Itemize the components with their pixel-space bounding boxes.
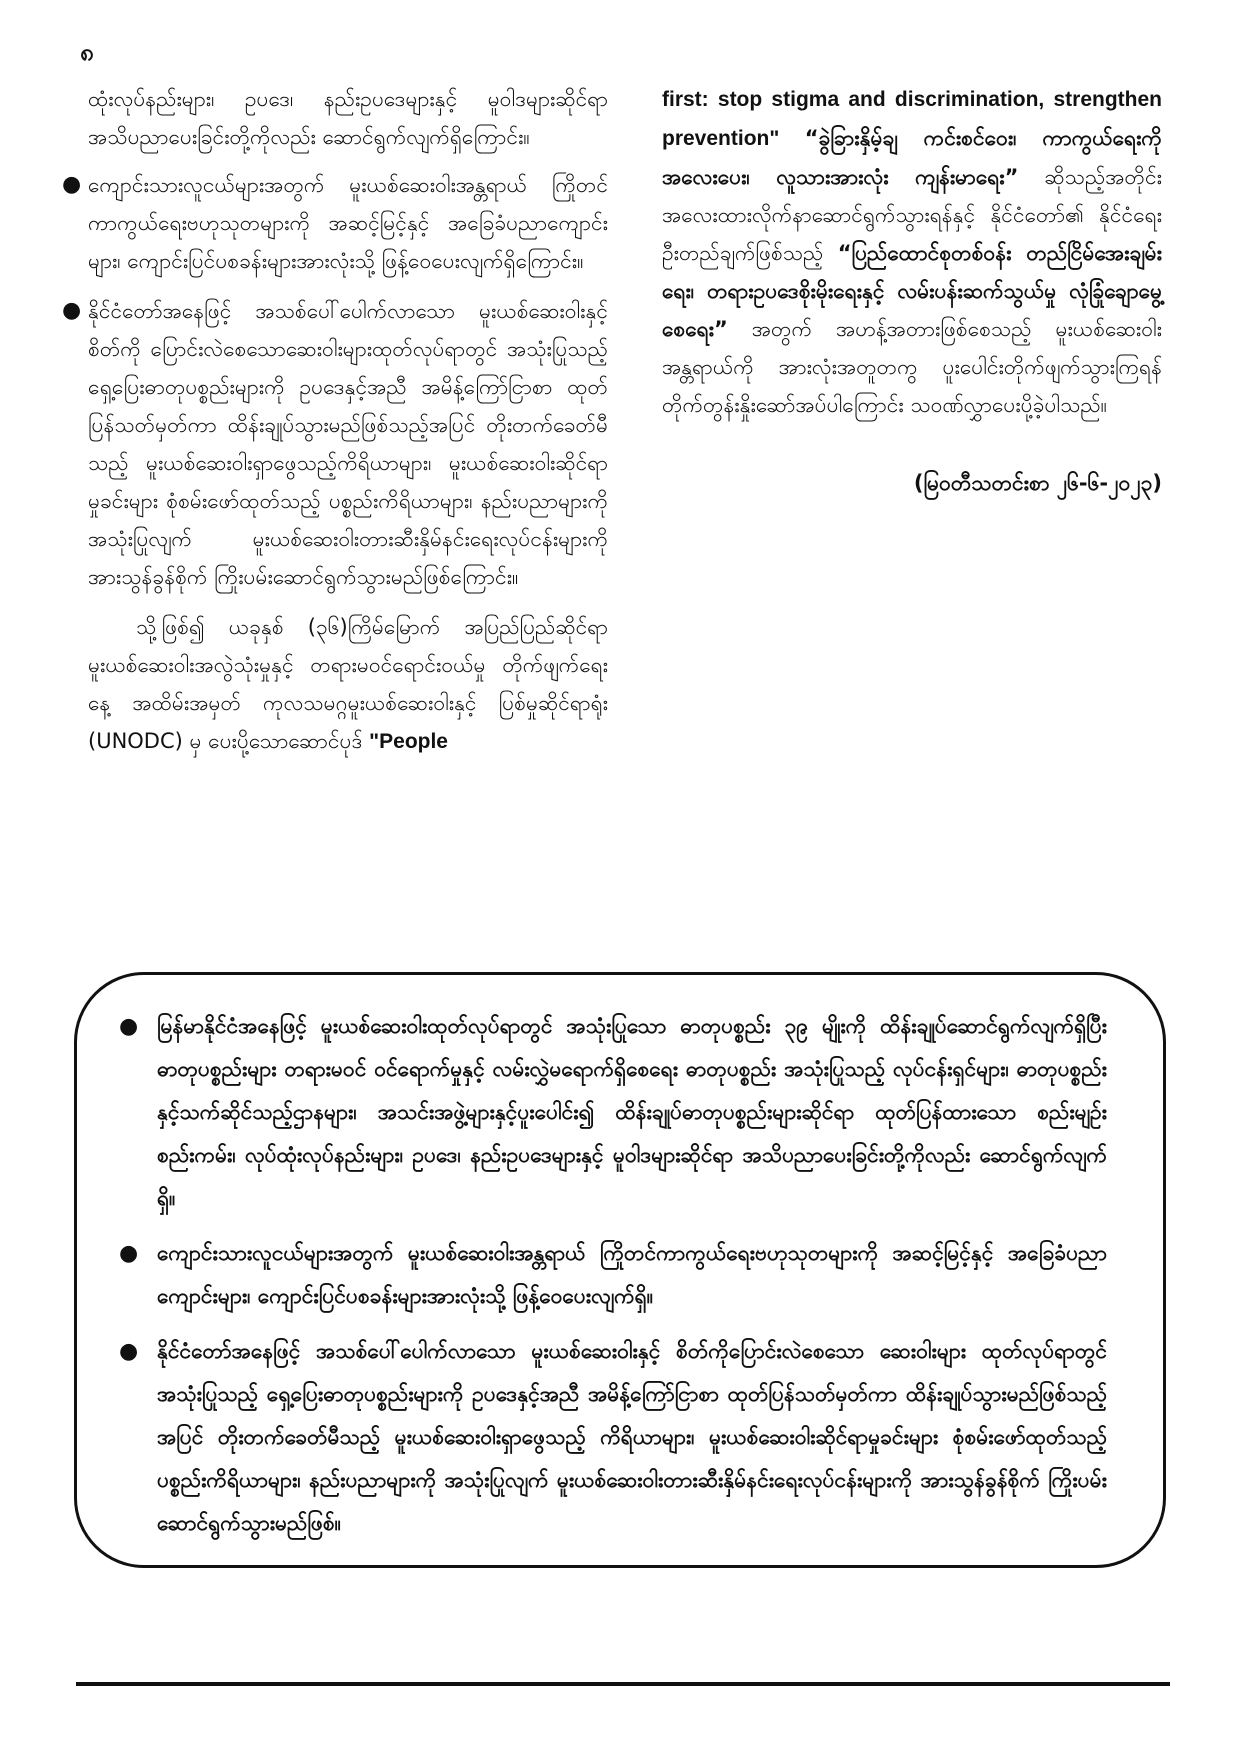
body-text-1: ဆိုသည့်အတိုင်း အလေးထားလိုက်နာဆောင်ရွက်သွားရန်နှင့် နိုင်ငံတော်၏ နိုင်ငံရေးဦးတည်ချက်ဖြစ်သည့် [662, 165, 1162, 265]
continuation-text: ထုံးလုပ်နည်းများ၊ ဥပဒေ၊ နည်းဥပဒေများနှင့် မူဝါဒများဆိုင်ရာ အသိပညာပေးခြင်းတို့ကိုလည်း ဆောင်ရွက်လျက်ရှိကြောင်း။ [88, 87, 608, 149]
list-item [119, 1330, 1107, 1545]
quote-start: "People [369, 730, 448, 753]
bullet-text: ကျောင်းသားလူငယ်များအတွက် မူးယစ်ဆေးဝါးအန္တရာယ် ကြိုတင်ကာကွယ်ရေးဗဟုသုတများကို အဆင့်မြင့်နှင့် အခြေခံပညာကျောင်းများ၊ ကျောင်းပြင်ပစခန်းများအားလုံးသို့ ဖြန့်ဝေပေးလျက်ရှိကြောင်း။ [88, 173, 608, 273]
objective-text: “ပြည်ထောင်စုတစ်ဝန်း တည်ငြိမ်အေးချမ်းရေး၊ တရားဥပဒေစိုးမိုးရေးနှင့် လမ်းပန်းဆက်သွယ်မှု လုံခြုံချောမွေ့စေရေး” [662, 241, 1162, 341]
list-item [62, 166, 608, 280]
list-item [62, 292, 608, 596]
bullet-text: နိုင်ငံတော်အနေဖြင့် အသစ်ပေါ်ပေါက်လာသော မူးယစ်ဆေးဝါးနှင့် စိတ်ကို ပြောင်းလဲစေသောဆေးဝါးများထုတ်လုပ်ရာတွင် အသုံးပြုသည့် ရှေ့ပြေးဓာတုပစ္စည်းများကို ဥပဒေနှင့်အညီ အမိန့်ကြော်ငြာစာ ထုတ်ပြန်သတ်မှတ်ကာ ထိန်းချုပ်သွားမည်ဖြစ်သည့်အပြင် တိုးတက်ခေတ်မီသည့် မူးယစ်ဆေးဝါးရှာဖွေသည့်ကိရိယာများ၊ မူးယစ်ဆေးဝါးဆိုင်ရာမှုခင်းများ စုံစမ်းဖော်ထုတ်သည့် ပစ္စည်းကိရိယာများ၊ နည်းပညာများကိုအသုံးပြုလျက် မူးယစ်ဆေးဝါးတားဆီးနှိမ်နင်းရေးလုပ်ငန်းများကို အားသွန်ခွန်စိုက် ကြိုးပမ်းဆောင်ရွက်သွားမည်ဖြစ်ကြောင်း။ [88, 299, 608, 589]
left-bullet-list [62, 166, 608, 596]
quote-english: first: stop stigma and discrimination, strengthen prevention" [662, 88, 1162, 150]
summary-text: မြန်မာနိုင်ငံအနေဖြင့် မူးယစ်ဆေးဝါးထုတ်လုပ်ရာတွင် အသုံးပြုသော ဓာတုပစ္စည်း ၃၉ မျိုးကို ထိန်းချုပ်ဆောင်ရွက်လျက်ရှိပြီး ဓာတုပစ္စည်းများ တရားမဝင် ဝင်ရောက်မှုနှင့် လမ်းလွှဲမရောက်ရှိစေရေး ဓာတုပစ္စည်း အသုံးပြုသည့် လုပ်ငန်းရှင်များ၊ ဓာတုပစ္စည်းနှင့်သက်ဆိုင်သည့်ဌာနများ၊ အသင်းအဖွဲ့များနှင့်ပူးပေါင်း၍ ထိန်းချုပ်ဓာတုပစ္စည်းများဆိုင်ရာ ထုတ်ပြန်ထားသော စည်းမျဉ်းစည်းကမ်း၊ လုပ်ထုံးလုပ်နည်းများ၊ ဥပဒေ၊ နည်းဥပဒေများနှင့် မူဝါဒများဆိုင်ရာ အသိပညာပေးခြင်းတို့ကိုလည်း ဆောင်ရွက်လျက်ရှိ။ [157, 1014, 1107, 1210]
right-column [662, 80, 1162, 523]
quote-paragraph [662, 80, 1162, 424]
summary-text: နိုင်ငံတော်အနေဖြင့် အသစ်ပေါ်ပေါက်လာသော မူးယစ်ဆေးဝါးနှင့် စိတ်ကိုပြောင်းလဲစေသော ဆေးဝါးများ ထုတ်လုပ်ရာတွင် အသုံးပြုသည့် ရှေ့ပြေးဓာတုပစ္စည်းများကို ဥပဒေနှင့်အညီ အမိန့်ကြော်ငြာစာ ထုတ်ပြန်သတ်မှတ်ကာ ထိန်းချုပ်သွားမည်ဖြစ်သည့်အပြင် တိုးတက်ခေတ်မီသည့် မူးယစ်ဆေးဝါးရှာဖွေသည့် ကိရိယာများ၊ မူးယစ်ဆေးဝါးဆိုင်ရာမှုခင်းများ စုံစမ်းဖော်ထုတ်သည့် ပစ္စည်းကိရိယာများ၊ နည်းပညာများကို အသုံးပြုလျက် မူးယစ်ဆေးဝါးတားဆီးနှိမ်နင်းရေးလုပ်ငန်းများကို အားသွန်ခွန်စိုက် ကြိုးပမ်းဆောင်ရွက်သွားမည်ဖြစ်။ [157, 1339, 1107, 1535]
summary-text: ကျောင်းသားလူငယ်များအတွက် မူးယစ်ဆေးဝါးအန္တရာယ် ကြိုတင်ကာကွယ်ရေးဗဟုသုတများကို အဆင့်မြင့်နှင့် အခြေခံပညာကျောင်းများ၊ ကျောင်းပြင်ပစခန်းများအားလုံးသို့ ဖြန့်ဝေပေးလျက်ရှိ။ [157, 1241, 1107, 1308]
bottom-divider [76, 1682, 1170, 1686]
summary-box [74, 972, 1166, 1568]
list-item [119, 1232, 1107, 1318]
page-number: ၈ [80, 38, 94, 66]
quote-myanmar: “ခွဲခြားနှိမ့်ချ ကင်းစင်ဝေး၊ ကာကွယ်ရေးကို အလေးပေး၊ လူသားအားလုံး ကျန်းမာရေး” [662, 126, 1162, 189]
bullet-icon: ● [119, 1339, 139, 1364]
bullet-icon: ● [62, 298, 82, 323]
bullet-icon: ● [119, 1241, 139, 1266]
summary-bullet-list [119, 1005, 1107, 1557]
closing-text: သို့ဖြစ်၍ ယခုနှစ် (၃၆)ကြိမ်မြောက် အပြည်ပြည်ဆိုင်ရာ မူးယစ်ဆေးဝါးအလွဲသုံးမှုနှင့် တရားမဝင်ရောင်းဝယ်မှု တိုက်ဖျက်ရေးနေ့ အထိမ်းအမှတ် ကုလသမဂ္ဂမူးယစ်ဆေးဝါးနှင့် ပြစ်မှုဆိုင်ရာရုံး (UNODC) မှ ပေးပို့သောဆောင်ပုဒ် [88, 615, 608, 753]
bullet-icon: ● [62, 172, 82, 197]
closing-paragraph [88, 608, 608, 761]
body-text-2: အတွက် အဟန့်အတားဖြစ်စေသည့် မူးယစ်ဆေးဝါးအန္တရာယ်ကို အားလုံးအတူတကွ ပူးပေါင်းတိုက်ဖျက်သွားကြရန် တိုက်တွန်းနှိုးဆော်အပ်ပါကြောင်း သဝဏ်လွှာပေးပို့ခဲ့ပါသည်။ [662, 317, 1162, 417]
bullet-icon: ● [119, 1014, 139, 1039]
source-citation: (မြဝတီသတင်းစာ ၂၆-၆-၂၀၂၃) [913, 471, 1162, 495]
left-column [62, 80, 608, 767]
list-item [119, 1005, 1107, 1220]
